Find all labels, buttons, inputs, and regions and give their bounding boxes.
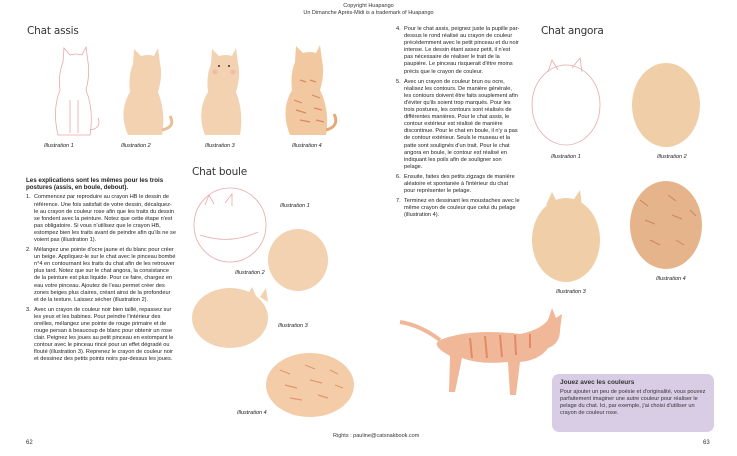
step-6: 6. Ensuite, faites des petits zigzags de manière aléatoire et spontanée à l'intérieur du chat pour représenter le pelage. (396, 173, 515, 195)
caption-ball-3: Illustration 3 (278, 323, 308, 329)
caption-ball-2: Illustration 2 (235, 270, 265, 276)
page-number-right: 63 (703, 440, 710, 446)
caption-ball-4: Illustration 4 (237, 410, 267, 416)
step-4: 4. Pour le chat assis, peignez juste la pupille par-dessus le rond réalisé au crayon de couleur précédemment avec le petit pinceau et du noir intense. Le dessin étant assez petit, il n'est pas nécessaire de réaliser le trait de la paupière. Le pinceau risquerait d'être moins précis que le crayon de couleur. (396, 26, 520, 75)
step-7: 7. Terminez en dessinant les moustaches avec le même crayon de couleur que celui du pelage (illustration 4). (396, 198, 520, 219)
caption-sitting-4: Illustration 4 (292, 143, 322, 149)
angora-cat-4 (630, 181, 702, 269)
section-title-sitting: Chat assis (27, 25, 79, 37)
caption-angora-4: Illustration 4 (656, 276, 686, 282)
step-5: 5. Avec un crayon de couleur brun ou ocre, réalisez les contours. De manière générale, les contours doivent être faits souplement afin d'éviter qu'ils soient trop marqués. Pour les trois postures, les contours sont réalisés de différentes manières. Pour le chat assis, le contour extérieur est réalisé de manière discontinue. Pour le chat en boule, il n'y a pas de contour extérieur. Seuls le museau et la patte sont soulignés d'un trait. Pour le chat angora en boule, le contour est réalisé en indiquant les poils afin de souligner son pelage. (396, 78, 518, 170)
sitting-cat-1 (55, 47, 99, 135)
intro-text: Les explications sont les mêmes pour les trois postures (assis, en boule, debout). (26, 177, 164, 192)
caption-angora-2: Illustration 2 (657, 154, 687, 160)
caption-sitting-2: Illustration 2 (121, 143, 151, 149)
caption-angora-1: Illustration 1 (551, 154, 581, 160)
section-title-ball: Chat boule (192, 166, 247, 178)
tip-body: Pour ajouter un peu de poésie et d'originalité, vous pouvez parfaitement imaginer une autre couleur pour réaliser le pelage du chat. Ici, par exemple, j'ai choisi d'utiliser un crayon de couleur rose. (560, 389, 706, 416)
angora-cat-3 (532, 190, 600, 282)
sitting-cat-3 (201, 48, 241, 135)
instructions-left-column (26, 177, 176, 364)
ball-cat-3 (192, 287, 268, 348)
rights-line: Rights : pauline@catsnakbook.com (333, 433, 420, 439)
ball-cat-4 (266, 353, 354, 417)
tip-title: Jouez avec les couleurs (560, 379, 635, 386)
angora-cat-2 (632, 63, 700, 147)
caption-ball-1: Illustration 1 (280, 203, 310, 209)
standing-cat (400, 308, 562, 395)
ball-cat-1 (194, 188, 266, 262)
sitting-cat-4 (285, 45, 335, 135)
instructions-right-column (396, 26, 520, 219)
caption-sitting-1: Illustration 1 (44, 143, 74, 149)
caption-sitting-3: Illustration 3 (205, 143, 235, 149)
caption-angora-3: Illustration 3 (556, 289, 586, 295)
step-3: 3. Avec un crayon de couleur noir bien taillé, repassez sur les yeux et les babines. Pour peindre l'intérieur des oreilles, mélangez une pointe de rouge primaire et de rouge persan à beaucoup de blanc pour obtenir un rose clair. Peignez les joues au petit pinceau en estompant le contour avec le pinceau rincé pour un effet dégradé ou flouté (illustration 3). Reprenez le crayon de couleur noir et dessinez des petits points noirs par-dessus les joues. (26, 306, 174, 363)
step-1: 1. Commencez par reproduire au crayon HB le dessin de référence. Une fois satisfait de votre dessin, décalquez-le au crayon de couleur rose afin que les traits du dessin se fondent avec la peinture. Notez que cette étape n'est pas obligatoire. Si vous n'utilisez que le crayon HB, estompez bien les traits avant de peindre afin qu'ils ne se voient pas (illustration 1). (26, 194, 176, 243)
tip-box (552, 374, 714, 432)
step-2: 2. Mélangez une pointe d'ocre jaune et du blanc pour créer un beige. Appliquez-le sur le chat avec le pinceau bombé n°4 en contournant les traits du chat afin de les retrouver plus tard. Notez que sur le chat angora, la consistance de la peinture est plus liquide. Pour ce faire, chargez en eau votre pinceau. Ajoutez de l'eau permet créer des zones beiges plus claires, créant ainsi de la profondeur et de la texture. Laissez sécher (illustration 2). (26, 247, 176, 303)
trademark-line: Un Dimanche Après-Midi is a trademark of Huapango (303, 10, 434, 16)
ball-cat-2 (268, 229, 328, 291)
sitting-cat-2 (123, 48, 171, 135)
page-number-left: 62 (26, 440, 33, 446)
angora-cat-1 (532, 58, 600, 145)
copyright-line: Copyright Huapango (343, 3, 394, 9)
section-title-angora: Chat angora (541, 25, 604, 37)
